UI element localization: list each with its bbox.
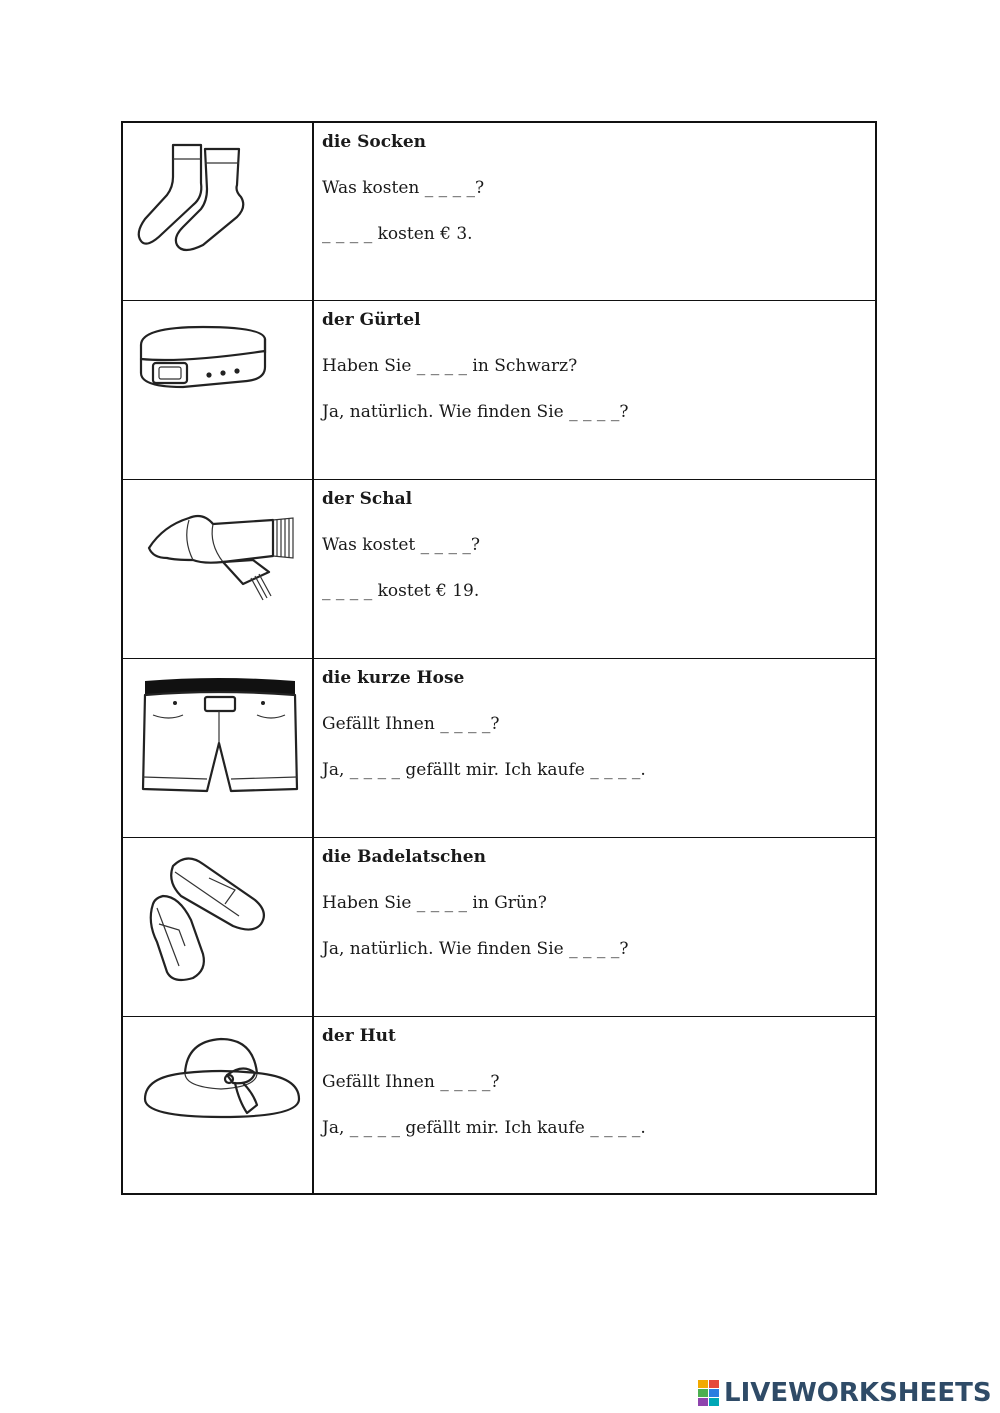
item-name: der Hut bbox=[322, 1026, 396, 1046]
table-row bbox=[123, 480, 875, 659]
belt-icon bbox=[123, 301, 314, 480]
image-cell bbox=[123, 838, 314, 1016]
image-cell bbox=[123, 123, 314, 300]
shorts-icon bbox=[123, 659, 314, 838]
question-line: Gefällt Ihnen _ _ _ _? bbox=[322, 714, 500, 734]
item-name: die Badelatschen bbox=[322, 847, 486, 867]
answer-line: _ _ _ _ kostet € 19. bbox=[322, 581, 480, 601]
image-cell bbox=[123, 659, 314, 837]
image-cell bbox=[123, 301, 314, 479]
answer-line: Ja, _ _ _ _ gefällt mir. Ich kaufe _ _ _ _. bbox=[322, 1118, 646, 1138]
liveworksheets-logo-icon bbox=[698, 1380, 720, 1406]
table-row bbox=[123, 659, 875, 838]
answer-line: Ja, natürlich. Wie finden Sie _ _ _ _? bbox=[322, 402, 629, 422]
image-cell bbox=[123, 480, 314, 658]
hat-icon bbox=[123, 1017, 314, 1195]
table-row bbox=[123, 1017, 875, 1195]
question-line: Haben Sie _ _ _ _ in Schwarz? bbox=[322, 356, 578, 376]
answer-line: Ja, _ _ _ _ gefällt mir. Ich kaufe _ _ _ _. bbox=[322, 760, 646, 780]
question-line: Was kostet _ _ _ _? bbox=[322, 535, 480, 555]
question-line: Was kosten _ _ _ _? bbox=[322, 178, 485, 198]
item-name: die Socken bbox=[322, 132, 427, 152]
item-name: der Gürtel bbox=[322, 310, 421, 330]
answer-line: Ja, natürlich. Wie finden Sie _ _ _ _? bbox=[322, 939, 629, 959]
scarf-icon bbox=[123, 480, 314, 659]
worksheet-table bbox=[121, 121, 877, 1195]
table-row bbox=[123, 838, 875, 1017]
question-line: Gefällt Ihnen _ _ _ _? bbox=[322, 1072, 500, 1092]
table-row bbox=[123, 301, 875, 480]
image-cell bbox=[123, 1017, 314, 1195]
question-line: Haben Sie _ _ _ _ in Grün? bbox=[322, 893, 547, 913]
answer-line: _ _ _ _ kosten € 3. bbox=[322, 224, 473, 244]
item-name: der Schal bbox=[322, 489, 413, 509]
item-name: die kurze Hose bbox=[322, 668, 465, 688]
socks-icon bbox=[123, 123, 314, 301]
liveworksheets-logo[interactable] bbox=[698, 1378, 994, 1410]
table-row bbox=[123, 123, 875, 301]
flip-flops-icon bbox=[123, 838, 314, 1017]
logo-text: LIVEWORKSHEETS bbox=[724, 1378, 992, 1408]
